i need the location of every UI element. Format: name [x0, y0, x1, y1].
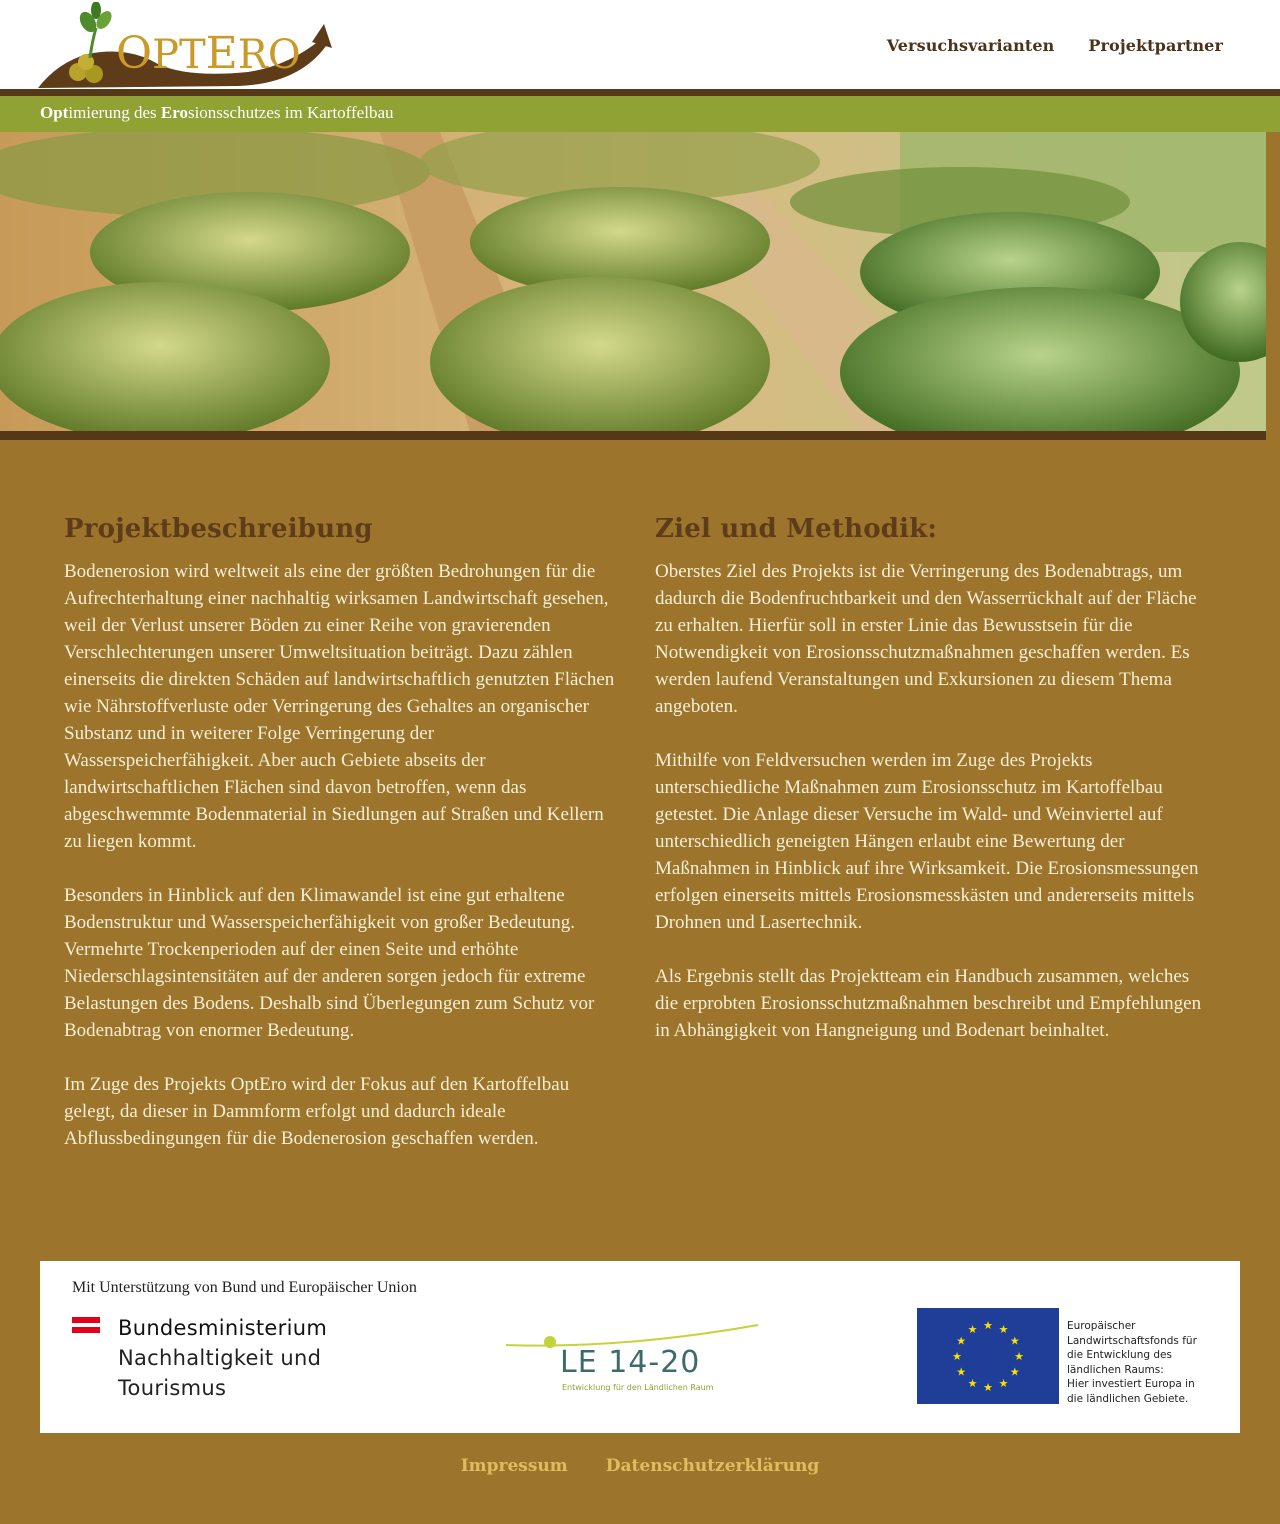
eu-star-icon: ★ — [998, 1376, 1009, 1390]
eu-star-icon: ★ — [1009, 1334, 1020, 1348]
tagline — [40, 103, 394, 123]
le-title: LE 14-20 — [560, 1345, 701, 1380]
tagline-bold-1: Opt — [40, 103, 69, 122]
goal-method-paragraph-2: Mithilfe von Feldversuchen werden im Zuge des Projekts unterschiedliche Maßnahmen zum Erosionsschutz im Kartoffelbau getestet. Die Anlage dieser Versuche im Wald- und Weinviertel auf unterschiedlich geneigten Hängen erlaubt eine Bewertung der Maßnahmen in Hinblick auf ihre Wirksamkeit. Die Erosionsmessungen erfolgen einerseits mittels Erosionsmesskästen und andererseits mittels Drohnen und Lasertechnik. — [655, 750, 1199, 933]
eu-line-6: die ländlichen Gebiete. — [1067, 1392, 1189, 1405]
goal-method-section — [655, 514, 1215, 1071]
tagline-part-4: sionsschutzes im Kartoffelbau — [187, 103, 394, 122]
eu-star-icon: ★ — [967, 1376, 978, 1390]
eu-star-icon: ★ — [1009, 1365, 1020, 1379]
footer-impressum-link[interactable]: Impressum — [460, 1456, 568, 1476]
austria-flag-icon — [72, 1315, 100, 1335]
project-description-paragraph-1: Bodenerosion wird weltweit als eine der größten Bedrohungen für die Aufrechterhaltung einer nachhaltig wirksamen Landwirtschaft gesehen, weil der Verlust unserer Böden zu einer Reihe von gravierenden Verschlechterungen unserer Umweltsituation beiträgt. Dazu zählen einerseits die direkten Schäden auf landwirtschaftlich genutzten Flächen wie Nährstoffverluste oder Verringerung des Gehaltes an organischer Substanz und in weiterer Folge Verringerung der Wasserspeicherfähigkeit. Aber auch Gebiete abseits der landwirtschaftlichen Flächen sind davon betroffen, wenn das abgeschwemmte Bodenmaterial in Siedlungen auf Straßen und Kellern zu liegen kommt. — [64, 561, 615, 852]
hero-potato-field-image — [0, 132, 1266, 432]
eu-star-icon: ★ — [983, 1319, 993, 1332]
eafrd-text — [1067, 1319, 1217, 1407]
le-14-20-logo[interactable] — [502, 1315, 764, 1405]
bmnt-line-3: Tourismus — [118, 1376, 227, 1400]
bmnt-logo-text — [118, 1313, 378, 1403]
footer-links — [0, 1456, 1280, 1476]
nav-versuchsvarianten[interactable]: Versuchsvarianten — [886, 36, 1055, 55]
logo-text: OPTERO — [116, 28, 301, 79]
le-subtitle: Entwicklung für den Ländlichen Raum — [562, 1383, 714, 1392]
nav-projektpartner[interactable]: Projektpartner — [1088, 36, 1223, 55]
eu-star-icon: ★ — [956, 1334, 967, 1348]
sponsor-caption: Mit Unterstützung von Bund und Europäischer Union — [72, 1279, 417, 1296]
tagline-part-2: imierung des — [68, 103, 161, 122]
eu-line-1: Europäischer — [1067, 1320, 1136, 1332]
site-header — [0, 0, 1280, 89]
eu-star-icon: ★ — [952, 1350, 962, 1363]
header-divider — [0, 89, 1280, 96]
hero-bottom-border — [0, 431, 1266, 440]
eu-line-3: die Entwicklung des — [1067, 1349, 1172, 1362]
eu-star-icon: ★ — [998, 1323, 1009, 1337]
goal-method-title: Ziel und Methodik: — [655, 514, 938, 544]
goal-method-paragraph-3: Als Ergebnis stellt das Projektteam ein Handbuch zusammen, welches die erprobten Erosionsschutzmaßnahmen beschreibt und Empfehlungen in Abhängigkeit von Hangneigung und Bodenart beinhaltet. — [655, 966, 1202, 1041]
bmnt-line-2: Nachhaltigkeit und — [118, 1346, 322, 1370]
optero-logo[interactable] — [38, 2, 338, 88]
footer-datenschutz-link[interactable]: Datenschutzerklärung — [605, 1456, 820, 1476]
eu-star-icon: ★ — [967, 1323, 978, 1337]
eu-star-icon: ★ — [1014, 1350, 1024, 1363]
main-nav — [887, 36, 1223, 55]
eu-star-icon: ★ — [956, 1365, 967, 1379]
sponsor-box — [40, 1261, 1240, 1433]
eu-line-4: ländlichen Raums: — [1067, 1363, 1164, 1376]
project-description-paragraph-3: Im Zuge des Projekts OptEro wird der Fokus auf den Kartoffelbau gelegt, da dieser in Dammform erfolgt und dadurch ideale Abflussbedingungen für die Bodenerosion geschaffen werden. — [64, 1074, 570, 1149]
eu-flag-icon[interactable] — [917, 1308, 1059, 1404]
eu-star-icon: ★ — [983, 1381, 993, 1394]
bmnt-line-1: Bundesministerium — [118, 1316, 328, 1340]
project-description-title: Projektbeschreibung — [64, 514, 373, 544]
eu-line-2: Landwirtschaftsfonds für — [1067, 1334, 1197, 1347]
project-description-paragraph-2: Besonders in Hinblick auf den Klimawandel ist eine gut erhaltene Bodenstruktur und Wasserspeicherfähigkeit von großer Bedeutung. Vermehrte Trockenperioden auf der einen Seite und erhöhte Niederschlagsintensitäten auf der anderen sorgen jedoch für extreme Belastungen des Bodens. Deshalb sind Überlegungen zum Schutz vor Bodenabtrag von enormer Bedeutung. — [64, 885, 595, 1041]
tagline-bar — [0, 96, 1280, 132]
tagline-bold-2: Ero — [160, 103, 188, 122]
project-description-section — [64, 514, 624, 1179]
goal-method-paragraph-1: Oberstes Ziel des Projekts ist die Verringerung des Bodenabtrags, um dadurch die Bodenfruchtbarkeit und den Wasserrückhalt auf der Fläche zu erhalten. Hierfür soll in erster Linie das Bewusstsein für die Notwendigkeit von Erosionsschutzmaßnahmen geschaffen werden. Es werden laufend Veranstaltungen und Exkursionen zu diesem Thema angeboten. — [655, 561, 1197, 717]
eu-line-5: Hier investiert Europa in — [1067, 1378, 1195, 1391]
